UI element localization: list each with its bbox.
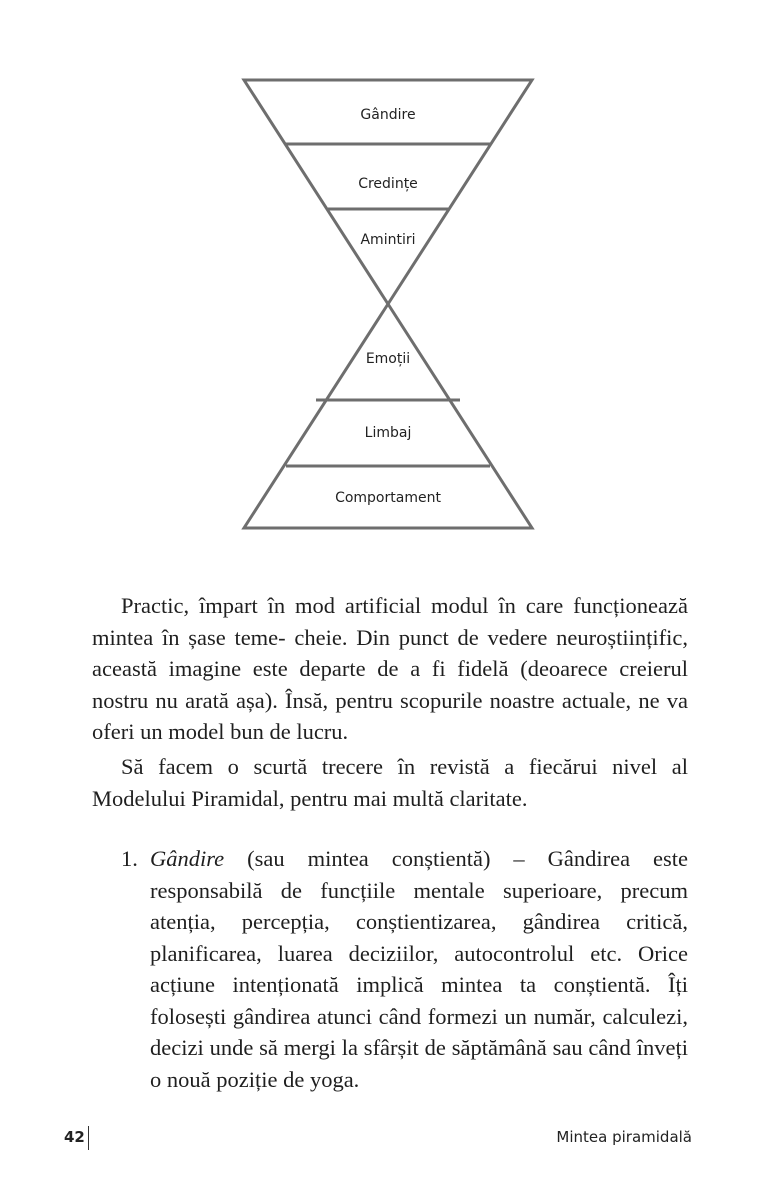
running-title: Mintea piramidală [556,1128,692,1146]
level-label-memories: Amintiri [360,232,416,248]
level-label-emotions: Emoții [365,351,411,367]
numbered-list [92,843,688,1095]
level-label-beliefs: Credințe [358,176,418,192]
paragraph-text: Să facem o scurtă trecere în revistă a fiecărui nivel al Modelului Piramidal, pentru mai multă claritate. [92,754,688,811]
footer-divider [88,1126,89,1150]
page-footer [0,1124,776,1154]
page-number: 42 [64,1128,85,1146]
level-label-thinking: Gândire [360,107,416,123]
list-item [92,843,688,1095]
body-paragraph-2 [92,751,688,814]
list-item-number: 1. [121,846,138,871]
pyramid-model-diagram [0,0,776,560]
list-item-term: Gândire [150,846,225,871]
list-item-text: (sau mintea conștientă) – Gândirea este responsabilă de funcțiile mentale superioare, precum atenția, percepția, conștientizarea, gândirea critică, planificarea, luarea deciziilor, autocontrolul etc. Orice acțiune intenționată implică mintea ta conștientă. Îți folosești gândirea atunci când formezi un număr, calculezi, decizi unde să mergi la sfârșit de săptămână sau când înveți o nouă poziție de yoga. [150,846,688,1092]
level-label-behavior: Comportament [335,490,441,506]
paragraph-text: Practic, împart în mod artificial modul în care funcționează mintea în șase teme- cheie. Din punct de vedere neuroștiințific, această imagine este departe de a fi fidelă (deoarece creierul nostru nu arată așa). Însă, pentru scopurile noastre actuale, ne va oferi un model bun de lucru. [92,593,688,744]
level-label-language: Limbaj [364,425,412,441]
body-paragraph-1 [92,590,688,748]
